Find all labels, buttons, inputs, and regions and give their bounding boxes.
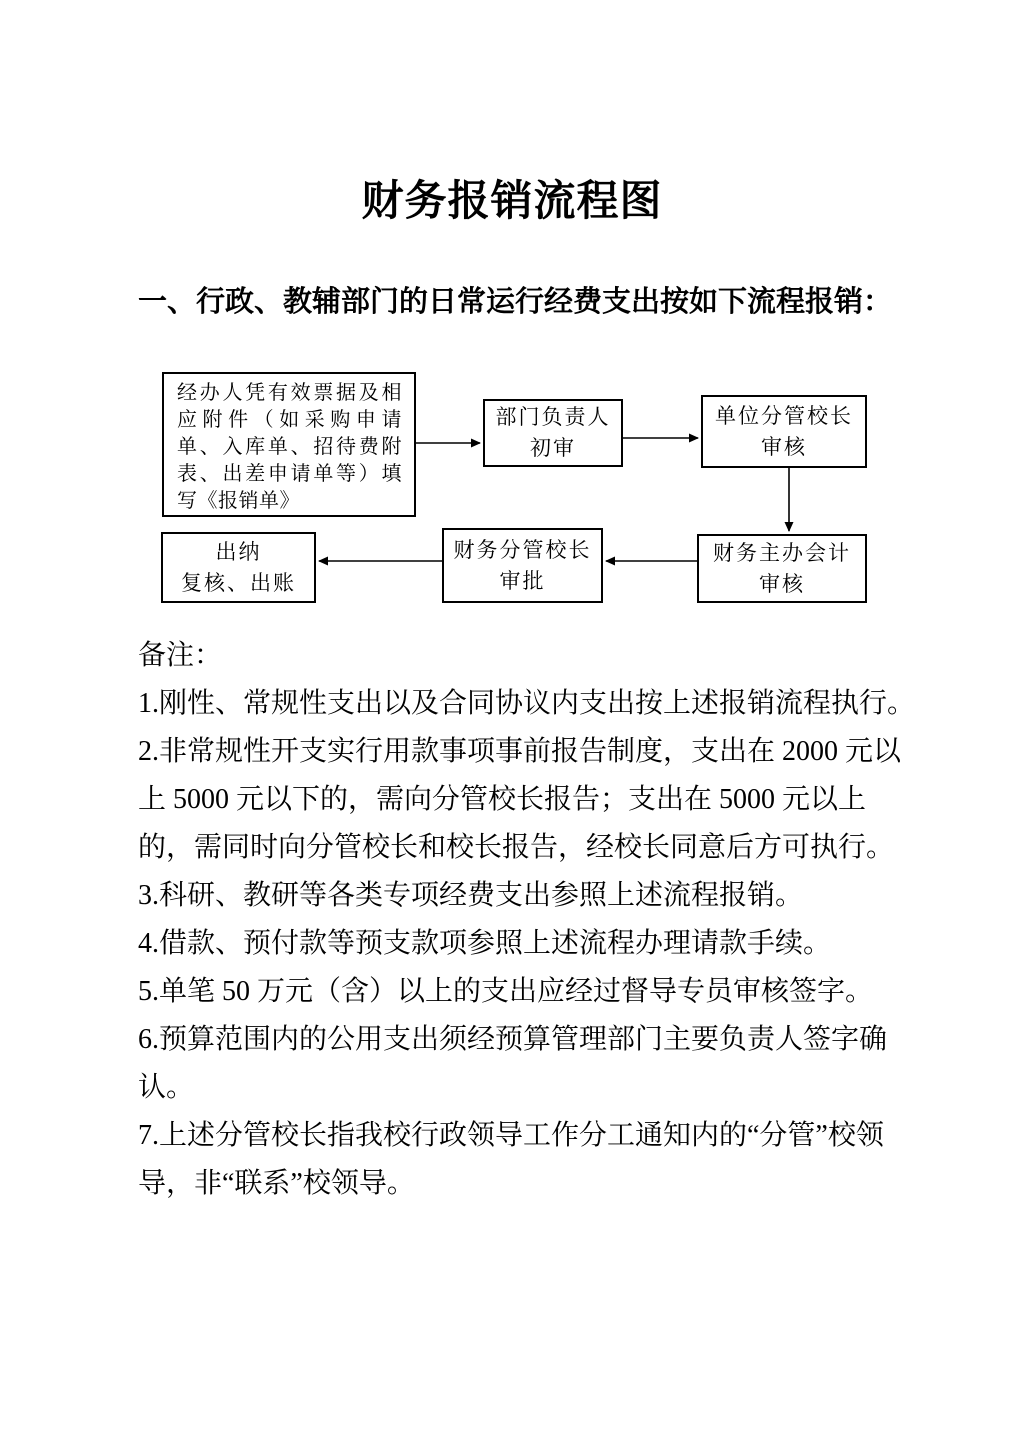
note-item-3: 3.科研、教研等各类专项经费支出参照上述流程报销。 — [138, 880, 804, 911]
flow-node-unit-vice-principal-review — [701, 395, 867, 468]
note-item-1: 1.刚性、常规性支出以及合同协议内支出按上述报销流程执行。 — [138, 688, 916, 719]
flow-node-finance-chief-accountant-review — [697, 534, 867, 603]
flow-node-label-line1: 财务主办会计 — [713, 540, 851, 565]
flow-node-cashier-recheck-payout — [161, 532, 316, 603]
note-item-2: 2.非常规性开支实行用款事项事前报告制度，支出在 2000 元以上 5000 元以下的，需向分管校长报告；支出在 5000 元以上的，需同时向分管校长和校长报告，经校长同意后方可执行。 — [138, 736, 902, 863]
notes-label: 备注： — [138, 640, 223, 671]
section-heading: 一、行政、教辅部门的日常运行经费支出按如下流程报销： — [138, 286, 893, 318]
flow-node-label-line1: 出纳 — [215, 539, 262, 564]
note-item-7: 7.上述分管校长指我校行政领导工作分工通知内的“分管”校领导，非“联系”校领导。 — [138, 1120, 884, 1199]
note-item-6: 6.预算范围内的公用支出须经预算管理部门主要负责人签字确认。 — [138, 1024, 888, 1103]
note-item-5: 5.单笔 50 万元（含）以上的支出应经过督导专员审核签字。 — [138, 976, 874, 1007]
flow-node-preparer-fills-form — [162, 372, 416, 517]
document-title: 财务报销流程图 — [361, 179, 663, 225]
note-item-4: 4.借款、预付款等预支款项参照上述流程办理请款手续。 — [138, 928, 832, 959]
flow-node-label-line2: 审核 — [759, 571, 805, 596]
reimbursement-flowchart — [0, 0, 1024, 630]
flow-node-finance-vice-principal-approval — [442, 528, 603, 603]
flow-node-label-line1: 单位分管校长 — [715, 403, 853, 428]
flow-node-label-line1: 部门负责人 — [495, 405, 611, 429]
flow-node-label: 经办人凭有效票据及相应附件（如采购申请单、入库单、招待费附表、出差申请单等）填写《报销单》 — [177, 382, 402, 512]
flow-node-label-line2: 审核 — [761, 434, 807, 459]
flow-node-label-line2: 复核、出账 — [181, 570, 296, 595]
flow-node-label-line2: 审批 — [499, 568, 546, 593]
flow-node-label-line1: 财务分管校长 — [453, 537, 592, 562]
flow-node-label-line2: 初审 — [530, 436, 576, 460]
notes-section — [138, 632, 916, 1208]
flow-node-department-head-initial-review — [483, 399, 623, 467]
